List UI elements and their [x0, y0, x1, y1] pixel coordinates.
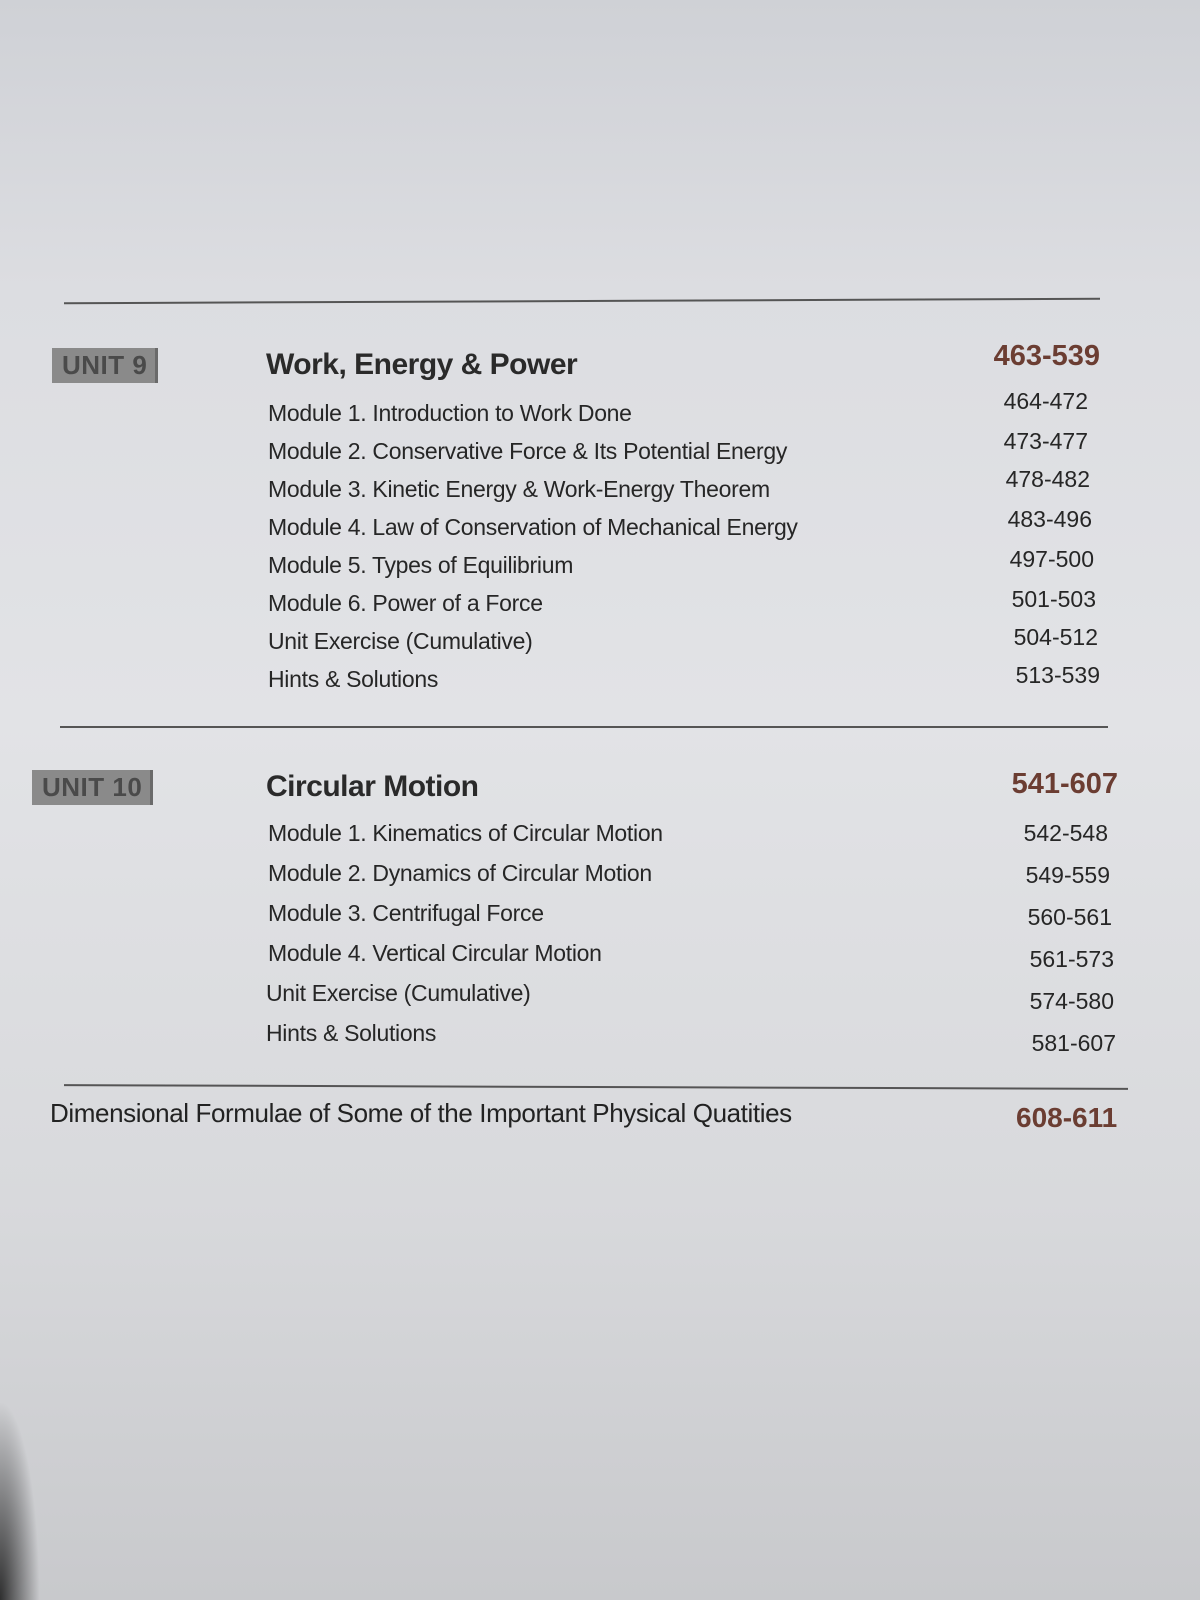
unit-title: Circular Motion [266, 770, 479, 803]
row-label: Module 4. Law of Conservation of Mechanical Energy [268, 514, 798, 540]
row-pages: 549-559 [1025, 862, 1110, 888]
row-label: Hints & Solutions [268, 666, 439, 692]
row-label: Module 3. Kinetic Energy & Work-Energy Theorem [268, 476, 770, 502]
row-label: Module 1. Introduction to Work Done [268, 400, 632, 426]
unit-badge: UNIT 9 [52, 348, 158, 383]
row-pages: 561-573 [1029, 946, 1114, 972]
row-pages: 478-482 [1005, 466, 1090, 492]
row-label: Module 6. Power of a Force [268, 590, 543, 616]
row-label: Module 2. Dynamics of Circular Motion [268, 860, 652, 886]
row-pages: 504-512 [1013, 624, 1098, 650]
unit-title: Work, Energy & Power [266, 348, 578, 381]
row-pages: 560-561 [1027, 904, 1112, 930]
row-label: Unit Exercise (Cumulative) [268, 628, 533, 654]
unit-page-range: 541-607 [1011, 768, 1118, 800]
row-label: Unit Exercise (Cumulative) [266, 980, 531, 1006]
unit-page-range: 463-539 [993, 340, 1100, 372]
row-label: Module 4. Vertical Circular Motion [268, 940, 602, 966]
appendix-title: Dimensional Formulae of Some of the Important Physical Quatities [50, 1098, 792, 1128]
divider-bottom [64, 1084, 1128, 1090]
row-label: Module 3. Centrifugal Force [268, 900, 544, 926]
row-pages: 483-496 [1007, 506, 1092, 532]
divider-top [64, 298, 1100, 305]
row-pages: 513-539 [1015, 662, 1100, 688]
row-pages: 497-500 [1009, 546, 1094, 572]
row-label: Module 2. Conservative Force & Its Potential Energy [268, 438, 788, 464]
row-pages: 542-548 [1023, 820, 1108, 846]
unit-badge: UNIT 10 [32, 770, 153, 805]
row-pages: 501-503 [1011, 586, 1096, 612]
row-label: Module 1. Kinematics of Circular Motion [268, 820, 663, 846]
row-pages: 473-477 [1003, 428, 1088, 454]
row-pages: 581-607 [1031, 1030, 1116, 1056]
row-label: Module 5. Types of Equilibrium [268, 552, 574, 578]
row-pages: 574-580 [1029, 988, 1114, 1014]
appendix-page-range: 608-611 [1016, 1102, 1118, 1133]
row-label: Hints & Solutions [266, 1020, 437, 1046]
finger-shadow [0, 1400, 40, 1600]
row-pages: 464-472 [1003, 388, 1088, 414]
divider-middle [60, 726, 1108, 728]
